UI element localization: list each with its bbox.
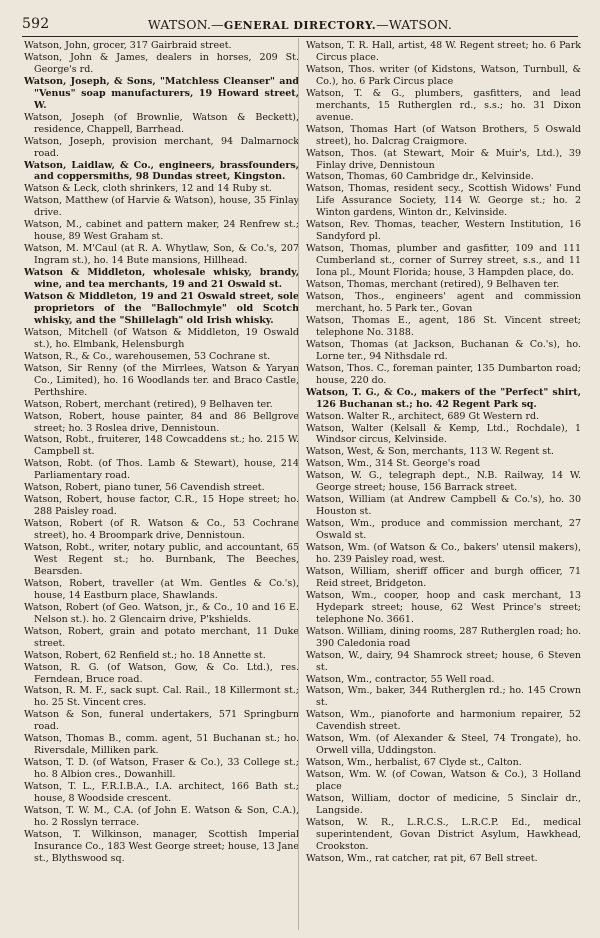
directory-entry: Watson, Wm., cooper, hoop and cask merchant, 13 Hydepark street; house, 62 West Prince's street; telephone No. 3661. — [306, 589, 581, 625]
directory-entry: Watson, Thomas, plumber and gasfitter, 109 and 111 Cumberland st., corner of Surrey street, s.s., and 11 Iona pl., Mount Florida; house, 3 Hampden place, do. — [306, 243, 581, 279]
directory-entry: Watson, Robt., writer, notary public, and accountant, 65 West Regent st.; ho. Burnbank, The Beeches, Bearsden. — [24, 542, 299, 577]
directory-entry: Watson, Thos., engineers' agent and commission merchant, ho. 5 Park ter., Govan — [306, 291, 581, 314]
directory-entry: Watson, Robt., fruiterer, 148 Cowcaddens st.; ho. 215 W. Campbell st. — [24, 434, 299, 458]
directory-entry: Watson & Middleton, wholesale whisky, brandy, wine, and tea merchants, 19 and 21 Oswald st. — [24, 267, 299, 291]
directory-entry: Watson, W. R., L.R.C.S., L.R.C.P. Ed., medical superintendent, Govan District Asylum, Hawkhead, Crookston. — [306, 816, 581, 852]
directory-entry: Watson & Son, funeral undertakers, 571 Springburn road. — [24, 709, 299, 733]
directory-entry: Watson, T. L., F.R.I.B.A., I.A. architect, 166 Bath st.; house, 8 Woodside crescent. — [24, 781, 299, 805]
directory-entry: Watson, Wm., herbalist, 67 Clyde st., Calton. — [306, 757, 522, 769]
directory-entry: Watson, Thomas (at Jackson, Buchanan & Co.'s), ho. Lorne ter., 94 Nithsdale rd. — [306, 338, 581, 362]
directory-entry: Watson, Sir Renny (of the Mirrlees, Watson & Yaryan Co., Limited), ho. 16 Woodlands ter. and Braco Castle, Perthshire. — [24, 362, 299, 398]
directory-entry: Watson, Mitchell (of Watson & Middleton, 19 Oswald st.), ho. Elmbank, Helensburgh — [24, 326, 299, 350]
directory-entry: Watson, Robert, piano tuner, 56 Cavendish street. — [24, 482, 265, 494]
running-head — [22, 17, 578, 32]
running-head-title: GENERAL DIRECTORY. — [223, 19, 377, 32]
directory-entry: Watson, Wm., 314 St. George's road — [306, 458, 481, 470]
directory-entry: Watson, Joseph, provision merchant, 94 Dalmarnock road. — [24, 135, 299, 159]
directory-entry: Watson, Robert, merchant (retired), 9 Belhaven ter. — [24, 398, 273, 410]
directory-entry: Watson, T. G., & Co., makers of the "Perfect" shirt, 126 Buchanan st.; ho. 42 Regent Park sq. — [306, 386, 581, 410]
directory-entry: Watson, W. G., telegraph dept., N.B. Railway, 14 W. George street; house, 156 Barrack street. — [306, 470, 581, 494]
directory-entry: Watson, Robert, grain and potato merchant, 11 Duke street. — [24, 625, 299, 649]
directory-entry: Watson, John, grocer, 317 Gairbraid street. — [24, 40, 232, 51]
directory-entry: Watson, Robert, traveller (at Wm. Gentles & Co.'s), house, 14 Eastburn place, Shawlands. — [24, 577, 299, 601]
directory-entry: Watson, Wm. W. (of Cowan, Watson & Co.), 3 Holland place — [306, 769, 581, 793]
directory-entry: Watson, Robert, house factor, C.R., 15 Hope street; ho. 288 Paisley road. — [24, 494, 299, 518]
right-column — [306, 40, 581, 865]
column-divider — [298, 38, 299, 930]
directory-entry: Watson. William, dining rooms, 287 Rutherglen road; ho. 390 Caledonia road — [306, 625, 581, 649]
directory-entry: Watson. Walter R., architect, 689 Gt Western rd. — [306, 410, 540, 422]
directory-entry: Watson, Rev. Thomas, teacher, Western Institution, 16 Sandyford pl. — [306, 219, 581, 243]
directory-entry: Watson, T. & G., plumbers, gasfitters, and lead merchants, 15 Rutherglen rd., s.s.; ho. 31 Dixon avenue. — [306, 87, 581, 123]
directory-entry: Watson, T. R. Hall, artist, 48 W. Regent street; ho. 6 Park Circus place. — [306, 40, 581, 63]
directory-entry: Watson, Wm., baker, 344 Rutherglen rd.; ho. 145 Crown st. — [306, 685, 581, 709]
directory-entry: Watson, Wm., pianoforte and harmonium repairer, 52 Cavendish street. — [306, 709, 581, 733]
directory-entry: Watson, Thos. C., foreman painter, 135 Dumbarton road; house, 220 do. — [306, 362, 581, 386]
directory-entry: Watson, Matthew (of Harvie & Watson), house, 35 Finlay drive. — [24, 195, 299, 219]
directory-entry: Watson, Joseph, & Sons, "Matchless Cleanser" and "Venus" soap manufacturers, 19 Howard street, W. — [24, 75, 299, 111]
directory-entry: Watson, Thomas E., agent, 186 St. Vincent street; telephone No. 3188. — [306, 314, 581, 338]
directory-entry: Watson, Wm., rat catcher, rat pit, 67 Bell street. — [306, 852, 538, 864]
directory-entry: Watson, Robert, house painter, 84 and 86 Bellgrove street; ho. 3 Roslea drive, Dennistoun. — [24, 410, 299, 434]
directory-entry: Watson, Robert, 62 Renfield st.; ho. 18 Annette st. — [24, 649, 266, 661]
page-header — [22, 16, 578, 36]
page-number: 592 — [22, 16, 50, 32]
directory-entry: Watson, T. W. M., C.A. (of John E. Watson & Son, C.A.), ho. 2 Rosslyn terrace. — [24, 805, 299, 828]
directory-entry: Watson, William, doctor of medicine, 5 Sinclair dr., Langside. — [306, 793, 581, 816]
directory-entry: Watson, Laidlaw, & Co., engineers, brassfounders, and coppersmiths, 98 Dundas street, Kingston. — [24, 159, 299, 183]
directory-entry: Watson, T. D. (of Watson, Fraser & Co.), 33 College st.; ho. 8 Albion cres., Dowanhill. — [24, 757, 299, 781]
directory-entry: Watson, West, & Son, merchants, 113 W. Regent st. — [306, 446, 554, 458]
directory-entry: Watson, R., & Co., warehousemen, 53 Cochrane st. — [24, 350, 271, 362]
directory-entry: Watson, Thos. writer (of Kidstons, Watson, Turnbull, & Co.), ho. 6 Park Circus place — [306, 63, 581, 87]
directory-entry: Watson, Thomas, 60 Cambridge dr., Kelvinside. — [306, 171, 534, 183]
directory-entry: Watson, William (at Andrew Campbell & Co.'s), ho. 30 Houston st. — [306, 494, 581, 518]
running-head-left: WATSON.— — [147, 17, 224, 32]
directory-entry: Watson, M., cabinet and pattern maker, 24 Renfrew st.; house, 89 West Graham st. — [24, 219, 299, 243]
directory-entry: Watson, Robt. (of Thos. Lamb & Stewart), house, 214 Parliamentary road. — [24, 458, 299, 482]
directory-entry: Watson, William, sheriff officer and burgh officer, 71 Reid street, Bridgeton. — [306, 565, 581, 589]
directory-entry: Watson, W., dairy, 94 Shamrock street; house, 6 Steven st. — [306, 649, 581, 673]
directory-entry: Watson & Leck, cloth shrinkers, 12 and 14 Ruby st. — [24, 183, 272, 195]
directory-entry: Watson, T. Wilkinson, manager, Scottish Imperial Insurance Co., 183 West George street; house, 13 Jane st., Blythswood sq. — [24, 828, 299, 864]
directory-entry: Watson & Middleton, 19 and 21 Oswald street, sole proprietors of the "Ballochmyle" old Scotch whisky, and the "Shillelagh" old Irish whisky. — [24, 291, 299, 326]
header-rule — [22, 36, 578, 37]
directory-entry: Watson, Wm. (of Alexander & Steel, 74 Trongate), ho. Orwell villa, Uddingston. — [306, 733, 581, 757]
directory-entry: Watson, Wm. (of Watson & Co., bakers' utensil makers), ho. 239 Paisley road, west. — [306, 542, 581, 565]
directory-entry: Watson, Thomas B., comm. agent, 51 Buchanan st.; ho. Riversdale, Milliken park. — [24, 733, 299, 757]
directory-entry: Watson, Thomas Hart (of Watson Brothers, 5 Oswald street), ho. Dalcrag Craigmore. — [306, 123, 581, 147]
directory-entry: Watson, R. G. (of Watson, Gow, & Co. Ltd.), res. Ferndean, Bruce road. — [24, 661, 299, 685]
directory-entry: Watson, Thos. (at Stewart, Moir & Muir's, Ltd.), 39 Finlay drive, Dennistoun — [306, 147, 581, 171]
directory-entry: Watson, Thomas, resident secy., Scottish Widows' Fund Life Assurance Society, 114 W. George st.; ho. 2 Winton gardens, Winton dr., Kelvinside. — [306, 183, 581, 219]
directory-entry: Watson, Thomas, merchant (retired), 9 Belhaven ter. — [306, 279, 560, 291]
directory-entry: Watson, Robert (of Geo. Watson, jr., & Co., 10 and 16 E. Nelson st.). ho. 2 Glencairn drive, P'kshields. — [24, 601, 299, 625]
left-column — [24, 40, 299, 865]
directory-entry: Watson, Wm., contractor, 55 Well road. — [306, 673, 495, 685]
directory-entry: Watson, Joseph (of Brownlie, Watson & Beckett), residence, Chappell, Barrhead. — [24, 111, 299, 135]
directory-entry: Watson, R. M. F., sack supt. Cal. Rail., 18 Killermont st.; ho. 25 St. Vincent cres. — [24, 685, 299, 709]
running-head-right: —WATSON. — [376, 17, 453, 32]
directory-entry: Watson, John & James, dealers in horses, 209 St. George's rd. — [24, 51, 299, 75]
directory-entry: Watson, M. M'Caul (at R. A. Whytlaw, Son, & Co.'s, 207 Ingram st.), ho. 14 Bute mansions, Hillhead. — [24, 243, 299, 267]
directory-entry: Watson, Walter (Kelsall & Kemp, Ltd., Rochdale), 1 Windsor circus, Kelvinside. — [306, 422, 581, 446]
directory-entry: Watson, Robert (of R. Watson & Co., 53 Cochrane street), ho. 4 Broompark drive, Dennistoun. — [24, 518, 299, 542]
directory-entry: Watson, Wm., produce and commission merchant, 27 Oswald st. — [306, 518, 581, 542]
